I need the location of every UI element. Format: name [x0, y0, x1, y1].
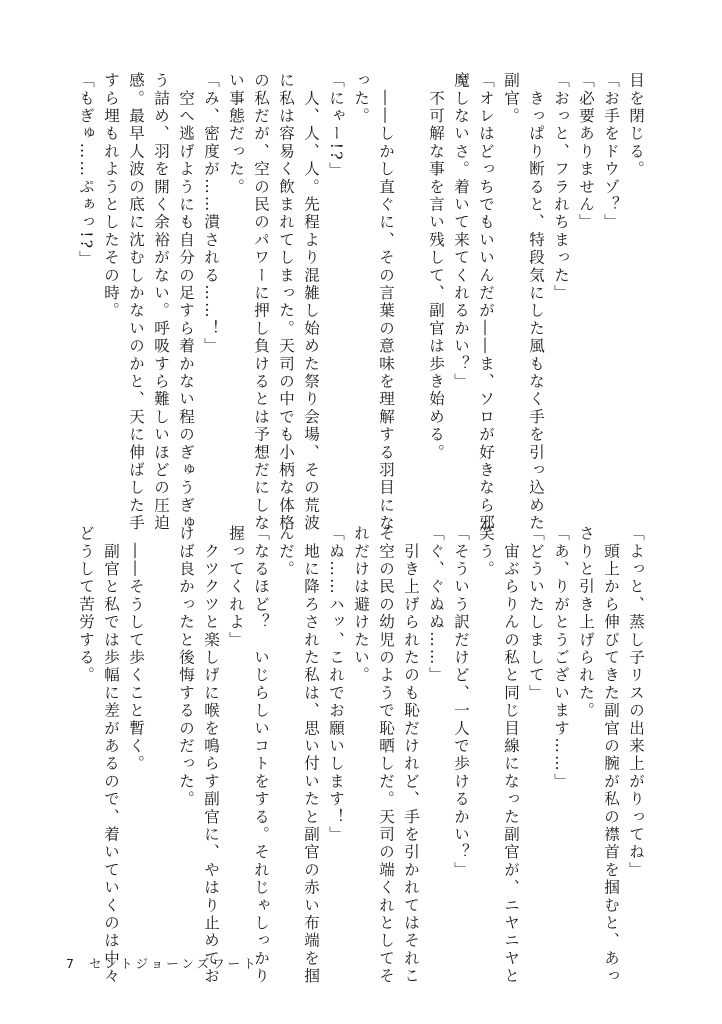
text-line: きっぱり断ると、特段気にした風もなく手を引っ込めた — [527, 72, 545, 533]
text-line: 握ってくれよ」 — [227, 525, 245, 649]
page-number: 7 — [66, 956, 77, 971]
text-line: 地に降ろされた私は、思い付いたと副官の赤い布端を掴 — [302, 525, 320, 986]
text-line: 「ぐ、ぐぬぬ……」 — [427, 525, 445, 685]
text-line: 魔しないさ。着いて来てくれるかい？」 — [452, 72, 470, 391]
text-line: 「あ、りがとうございます……」 — [552, 525, 570, 791]
text-line: んだ。 — [277, 525, 295, 579]
text-line: さりと引き上げられた。 — [577, 525, 595, 720]
text-line: う詰め、羽を開く余裕がない。呼吸すら難しいほどの圧迫 — [152, 72, 170, 533]
text-line: ――そうして歩くこと暫く。 — [127, 525, 145, 773]
text-line: ――しかし直ぐに、その言葉の意味を理解する羽目にな — [377, 72, 395, 533]
text-line: 「どういたしまして」 — [527, 525, 545, 702]
text-line: い事態だった。 — [227, 72, 245, 196]
text-line: 「必要ありません」 — [577, 72, 595, 232]
text-line: 「もぎゅ……ぷぁっ!?」 — [77, 72, 95, 268]
text-line: 目を閉じる。 — [627, 72, 645, 179]
text-line: クツクツと楽しげに喉を鳴らす副官に、やはり止めてお — [202, 525, 220, 986]
text-line: 「おっと、フラれちまった」 — [552, 72, 570, 303]
text-line — [148, 525, 173, 945]
text-line: 空へ逃げようにも自分の足すら着かない程のぎゅうぎゅ — [177, 72, 195, 533]
text-line: 「オレはどっちでもいいんだが――ま、ソロが好きなら邪 — [477, 72, 495, 533]
text-line: 引き上げられたのも恥だけれど、手を引かれてはそれこ — [402, 525, 420, 986]
text-line: 「み、密度が……潰される……！」 — [202, 72, 220, 356]
text-line: 頭上から伸びてきた副官の腕が私の襟首を掴むと、あっ — [602, 525, 620, 986]
text-line: 副官。 — [502, 72, 520, 126]
text-line: どうして苦労する。 — [77, 525, 95, 685]
text-line: 笑う。 — [477, 525, 495, 579]
text-line: けば良かったと後悔するのだった。 — [177, 525, 195, 809]
text-line: 宙ぶらりんの私と同じ目線になった副官が、ニヤニヤと — [502, 525, 520, 986]
text-block-top — [73, 72, 648, 533]
text-line: った。 — [352, 72, 370, 126]
text-line — [398, 72, 423, 492]
text-line: 感。最早人波の底に沈むしかないのかと、天に伸ばした手 — [127, 72, 145, 533]
text-line: 人、人、人。先程より混雑し始めた祭り会場、その荒波 — [302, 72, 320, 533]
page-footer — [66, 954, 271, 972]
text-line: すら埋もれようとしたその時。 — [102, 72, 120, 320]
text-line: 副官と私では歩幅に差があるので、着いていくのは中々 — [102, 525, 120, 986]
text-line: 不可解な事を言い残して、副官は歩き始める。 — [427, 72, 445, 462]
text-line: 「お手をドウゾ？」 — [602, 72, 620, 232]
book-title: セントジョーンズワート — [88, 956, 259, 971]
text-line: れだけは避けたい。 — [352, 525, 370, 685]
text-line: の私だが、空の民のパワーに押し負けるとは予想だにしな — [252, 72, 270, 533]
text-line: 「にゃー!?」 — [327, 72, 345, 180]
text-line: 「ぬ……ハッ、これでお願いします！」 — [327, 525, 345, 844]
text-line: 「なるほど？ いじらしいコトをする。それじゃしっかり — [252, 525, 270, 986]
text-line: そ空の民の幼児のようで恥晒しだ。天司の端くれとしてそ — [377, 525, 395, 986]
text-line: に私は容易く飲まれてしまった。天司の中でも小柄な体格 — [277, 72, 295, 533]
text-line: 「そういう訳だけど、一人で歩けるかい？」 — [452, 525, 470, 879]
text-line: 「よっと、蒸し子リスの出来上がりってね」 — [627, 525, 645, 879]
